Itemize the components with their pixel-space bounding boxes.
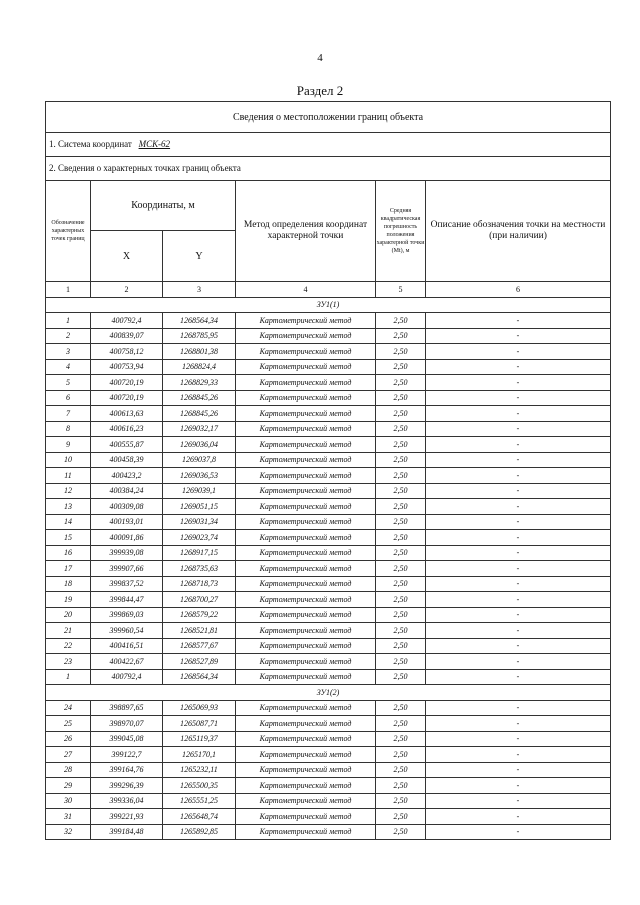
table-row bbox=[46, 778, 611, 794]
y-coordinate-cell: 1269023,74 bbox=[163, 530, 236, 546]
section-title: Раздел 2 bbox=[296, 83, 344, 98]
x-coordinate-cell: 400416,51 bbox=[91, 638, 163, 654]
table-row bbox=[46, 452, 611, 468]
point-number-cell: 29 bbox=[46, 778, 91, 794]
x-coordinate-cell: 400555,87 bbox=[91, 437, 163, 453]
method-cell: Картометрический метод bbox=[236, 623, 376, 639]
description-cell: - bbox=[426, 669, 611, 685]
table-row bbox=[46, 421, 611, 437]
x-coordinate-cell: 400839,07 bbox=[91, 328, 163, 344]
x-coordinate-cell: 400423,2 bbox=[91, 468, 163, 484]
point-number-cell: 14 bbox=[46, 514, 91, 530]
point-number-cell: 4 bbox=[46, 359, 91, 375]
table-row bbox=[46, 437, 611, 453]
y-coordinate-cell: 1268700,27 bbox=[163, 592, 236, 608]
x-coordinate-cell: 399045,08 bbox=[91, 731, 163, 747]
method-cell: Картометрический метод bbox=[236, 514, 376, 530]
point-number-cell: 1 bbox=[46, 313, 91, 329]
method-cell: Картометрический метод bbox=[236, 809, 376, 825]
y-coordinate-cell: 1268718,73 bbox=[163, 576, 236, 592]
point-number-cell: 30 bbox=[46, 793, 91, 809]
point-number-cell: 18 bbox=[46, 576, 91, 592]
table-row bbox=[46, 499, 611, 515]
y-coordinate-cell: 1268801,38 bbox=[163, 344, 236, 360]
group-row bbox=[46, 685, 611, 701]
method-cell: Картометрический метод bbox=[236, 747, 376, 763]
x-coordinate-cell: 400758,12 bbox=[91, 344, 163, 360]
table-row bbox=[46, 313, 611, 329]
y-coordinate-cell: 1269051,15 bbox=[163, 499, 236, 515]
column-number: 3 bbox=[163, 282, 236, 298]
method-cell: Картометрический метод bbox=[236, 406, 376, 422]
x-coordinate-cell: 400792,4 bbox=[91, 669, 163, 685]
y-coordinate-cell: 1268577,67 bbox=[163, 638, 236, 654]
point-number-cell: 5 bbox=[46, 375, 91, 391]
y-coordinate-cell: 1268845,26 bbox=[163, 406, 236, 422]
method-cell: Картометрический метод bbox=[236, 499, 376, 515]
x-coordinate-cell: 400613,63 bbox=[91, 406, 163, 422]
method-cell: Картометрический метод bbox=[236, 669, 376, 685]
method-cell: Картометрический метод bbox=[236, 313, 376, 329]
x-coordinate-cell: 400309,08 bbox=[91, 499, 163, 515]
description-cell: - bbox=[426, 731, 611, 747]
accuracy-cell: 2,50 bbox=[376, 545, 426, 561]
method-cell: Картометрический метод bbox=[236, 437, 376, 453]
description-cell: - bbox=[426, 359, 611, 375]
table-row bbox=[46, 390, 611, 406]
description-cell: - bbox=[426, 545, 611, 561]
point-number-cell: 21 bbox=[46, 623, 91, 639]
method-cell: Картометрический метод bbox=[236, 483, 376, 499]
header-coordinates: Координаты, м bbox=[91, 181, 236, 231]
y-coordinate-cell: 1268845,26 bbox=[163, 390, 236, 406]
point-number-cell: 12 bbox=[46, 483, 91, 499]
column-number: 6 bbox=[426, 282, 611, 298]
column-number: 1 bbox=[46, 282, 91, 298]
point-number-cell: 3 bbox=[46, 344, 91, 360]
method-cell: Картометрический метод bbox=[236, 762, 376, 778]
description-cell: - bbox=[426, 344, 611, 360]
accuracy-cell: 2,50 bbox=[376, 530, 426, 546]
header-description: Описание обозначения точки на местности (при наличии) bbox=[426, 181, 611, 282]
header-y: Y bbox=[163, 231, 236, 282]
accuracy-cell: 2,50 bbox=[376, 514, 426, 530]
description-cell: - bbox=[426, 778, 611, 794]
point-number-cell: 2 bbox=[46, 328, 91, 344]
point-number-cell: 19 bbox=[46, 592, 91, 608]
method-cell: Картометрический метод bbox=[236, 545, 376, 561]
description-cell: - bbox=[426, 499, 611, 515]
point-number-cell: 17 bbox=[46, 561, 91, 577]
x-coordinate-cell: 400616,23 bbox=[91, 421, 163, 437]
x-coordinate-cell: 398970,07 bbox=[91, 716, 163, 732]
description-cell: - bbox=[426, 483, 611, 499]
description-cell: - bbox=[426, 313, 611, 329]
table-row bbox=[46, 669, 611, 685]
header-designation: Обозначение характерных точек границ bbox=[46, 181, 91, 282]
table-row bbox=[46, 747, 611, 763]
point-number-cell: 6 bbox=[46, 390, 91, 406]
accuracy-cell: 2,50 bbox=[376, 344, 426, 360]
table-row bbox=[46, 623, 611, 639]
method-cell: Картометрический метод bbox=[236, 375, 376, 391]
column-number: 2 bbox=[91, 282, 163, 298]
table-row bbox=[46, 638, 611, 654]
column-number: 5 bbox=[376, 282, 426, 298]
point-number-cell: 31 bbox=[46, 809, 91, 825]
accuracy-cell: 2,50 bbox=[376, 452, 426, 468]
x-coordinate-cell: 399844,47 bbox=[91, 592, 163, 608]
accuracy-cell: 2,50 bbox=[376, 499, 426, 515]
y-coordinate-cell: 1268521,81 bbox=[163, 623, 236, 639]
table-row bbox=[46, 328, 611, 344]
accuracy-cell: 2,50 bbox=[376, 731, 426, 747]
x-coordinate-cell: 400720,19 bbox=[91, 375, 163, 391]
method-cell: Картометрический метод bbox=[236, 654, 376, 670]
table-row bbox=[46, 406, 611, 422]
y-coordinate-cell: 1269039,1 bbox=[163, 483, 236, 499]
accuracy-cell: 2,50 bbox=[376, 747, 426, 763]
y-coordinate-cell: 1265648,74 bbox=[163, 809, 236, 825]
point-number-cell: 26 bbox=[46, 731, 91, 747]
y-coordinate-cell: 1268579,22 bbox=[163, 607, 236, 623]
table-row bbox=[46, 530, 611, 546]
accuracy-cell: 2,50 bbox=[376, 809, 426, 825]
point-number-cell: 24 bbox=[46, 700, 91, 716]
point-number-cell: 23 bbox=[46, 654, 91, 670]
method-cell: Картометрический метод bbox=[236, 359, 376, 375]
description-cell: - bbox=[426, 654, 611, 670]
accuracy-cell: 2,50 bbox=[376, 592, 426, 608]
table-row bbox=[46, 576, 611, 592]
accuracy-cell: 2,50 bbox=[376, 824, 426, 840]
y-coordinate-cell: 1269031,34 bbox=[163, 514, 236, 530]
y-coordinate-cell: 1268829,33 bbox=[163, 375, 236, 391]
column-number: 4 bbox=[236, 282, 376, 298]
method-cell: Картометрический метод bbox=[236, 328, 376, 344]
accuracy-cell: 2,50 bbox=[376, 654, 426, 670]
accuracy-cell: 2,50 bbox=[376, 778, 426, 794]
table-row bbox=[46, 592, 611, 608]
y-coordinate-cell: 1265551,25 bbox=[163, 793, 236, 809]
method-cell: Картометрический метод bbox=[236, 530, 376, 546]
description-cell: - bbox=[426, 452, 611, 468]
point-number-cell: 22 bbox=[46, 638, 91, 654]
description-cell: - bbox=[426, 700, 611, 716]
table-row bbox=[46, 762, 611, 778]
description-cell: - bbox=[426, 328, 611, 344]
description-cell: - bbox=[426, 824, 611, 840]
table-row bbox=[46, 654, 611, 670]
accuracy-cell: 2,50 bbox=[376, 328, 426, 344]
x-coordinate-cell: 399960,54 bbox=[91, 623, 163, 639]
x-coordinate-cell: 399336,04 bbox=[91, 793, 163, 809]
point-number-cell: 15 bbox=[46, 530, 91, 546]
page-number: 4 bbox=[317, 52, 323, 64]
table-row bbox=[46, 809, 611, 825]
x-coordinate-cell: 399837,52 bbox=[91, 576, 163, 592]
description-cell: - bbox=[426, 747, 611, 763]
header-method: Метод определения координат характерной точки bbox=[236, 181, 376, 282]
accuracy-cell: 2,50 bbox=[376, 716, 426, 732]
point-number-cell: 1 bbox=[46, 669, 91, 685]
y-coordinate-cell: 1265087,71 bbox=[163, 716, 236, 732]
accuracy-cell: 2,50 bbox=[376, 468, 426, 484]
description-cell: - bbox=[426, 561, 611, 577]
y-coordinate-cell: 1268785,95 bbox=[163, 328, 236, 344]
accuracy-cell: 2,50 bbox=[376, 437, 426, 453]
method-cell: Картометрический метод bbox=[236, 576, 376, 592]
x-coordinate-cell: 398897,65 bbox=[91, 700, 163, 716]
x-coordinate-cell: 399184,48 bbox=[91, 824, 163, 840]
description-cell: - bbox=[426, 793, 611, 809]
method-cell: Картометрический метод bbox=[236, 390, 376, 406]
x-coordinate-cell: 399221,93 bbox=[91, 809, 163, 825]
point-number-cell: 25 bbox=[46, 716, 91, 732]
method-cell: Картометрический метод bbox=[236, 716, 376, 732]
accuracy-cell: 2,50 bbox=[376, 359, 426, 375]
description-cell: - bbox=[426, 809, 611, 825]
table-row bbox=[46, 793, 611, 809]
header-accuracy: Средняя квадратическая погрешность положения характерной точки (Mt), м bbox=[376, 181, 426, 282]
coord-system-label: 1. Система координат bbox=[49, 139, 132, 149]
accuracy-cell: 2,50 bbox=[376, 406, 426, 422]
method-cell: Картометрический метод bbox=[236, 638, 376, 654]
y-coordinate-cell: 1265119,37 bbox=[163, 731, 236, 747]
method-cell: Картометрический метод bbox=[236, 607, 376, 623]
x-coordinate-cell: 399296,39 bbox=[91, 778, 163, 794]
x-coordinate-cell: 400091,86 bbox=[91, 530, 163, 546]
table-row bbox=[46, 375, 611, 391]
y-coordinate-cell: 1265500,35 bbox=[163, 778, 236, 794]
method-cell: Картометрический метод bbox=[236, 592, 376, 608]
accuracy-cell: 2,50 bbox=[376, 700, 426, 716]
y-coordinate-cell: 1269037,8 bbox=[163, 452, 236, 468]
description-cell: - bbox=[426, 530, 611, 546]
accuracy-cell: 2,50 bbox=[376, 483, 426, 499]
method-cell: Картометрический метод bbox=[236, 824, 376, 840]
accuracy-cell: 2,50 bbox=[376, 638, 426, 654]
description-cell: - bbox=[426, 607, 611, 623]
description-cell: - bbox=[426, 514, 611, 530]
method-cell: Картометрический метод bbox=[236, 468, 376, 484]
coord-system-row bbox=[46, 133, 611, 157]
accuracy-cell: 2,50 bbox=[376, 669, 426, 685]
accuracy-cell: 2,50 bbox=[376, 390, 426, 406]
x-coordinate-cell: 400720,19 bbox=[91, 390, 163, 406]
description-cell: - bbox=[426, 468, 611, 484]
method-cell: Картометрический метод bbox=[236, 778, 376, 794]
method-cell: Картометрический метод bbox=[236, 700, 376, 716]
table-row bbox=[46, 607, 611, 623]
method-cell: Картометрический метод bbox=[236, 793, 376, 809]
x-coordinate-cell: 400753,94 bbox=[91, 359, 163, 375]
x-coordinate-cell: 399939,08 bbox=[91, 545, 163, 561]
x-coordinate-cell: 399907,66 bbox=[91, 561, 163, 577]
method-cell: Картометрический метод bbox=[236, 421, 376, 437]
method-cell: Картометрический метод bbox=[236, 452, 376, 468]
point-number-cell: 8 bbox=[46, 421, 91, 437]
point-number-cell: 11 bbox=[46, 468, 91, 484]
y-coordinate-cell: 1268564,34 bbox=[163, 669, 236, 685]
x-coordinate-cell: 400792,4 bbox=[91, 313, 163, 329]
table-title: Сведения о местоположении границ объекта bbox=[46, 102, 611, 133]
y-coordinate-cell: 1265892,85 bbox=[163, 824, 236, 840]
x-coordinate-cell: 399869,03 bbox=[91, 607, 163, 623]
point-number-cell: 32 bbox=[46, 824, 91, 840]
method-cell: Картометрический метод bbox=[236, 344, 376, 360]
y-coordinate-cell: 1268735,63 bbox=[163, 561, 236, 577]
description-cell: - bbox=[426, 406, 611, 422]
description-cell: - bbox=[426, 716, 611, 732]
group-row bbox=[46, 297, 611, 313]
y-coordinate-cell: 1268527,89 bbox=[163, 654, 236, 670]
x-coordinate-cell: 400193,01 bbox=[91, 514, 163, 530]
x-coordinate-cell: 399164,76 bbox=[91, 762, 163, 778]
group-label: ЗУ1(1) bbox=[46, 297, 611, 313]
table-row bbox=[46, 468, 611, 484]
description-cell: - bbox=[426, 375, 611, 391]
table-row bbox=[46, 483, 611, 499]
accuracy-cell: 2,50 bbox=[376, 561, 426, 577]
x-coordinate-cell: 399122,7 bbox=[91, 747, 163, 763]
accuracy-cell: 2,50 bbox=[376, 421, 426, 437]
y-coordinate-cell: 1265069,93 bbox=[163, 700, 236, 716]
table-row bbox=[46, 545, 611, 561]
accuracy-cell: 2,50 bbox=[376, 313, 426, 329]
y-coordinate-cell: 1265170,1 bbox=[163, 747, 236, 763]
description-cell: - bbox=[426, 421, 611, 437]
description-cell: - bbox=[426, 437, 611, 453]
point-number-cell: 28 bbox=[46, 762, 91, 778]
y-coordinate-cell: 1268917,15 bbox=[163, 545, 236, 561]
description-cell: - bbox=[426, 592, 611, 608]
x-coordinate-cell: 400458,39 bbox=[91, 452, 163, 468]
table-row bbox=[46, 344, 611, 360]
y-coordinate-cell: 1269032,17 bbox=[163, 421, 236, 437]
table-row bbox=[46, 716, 611, 732]
accuracy-cell: 2,50 bbox=[376, 607, 426, 623]
y-coordinate-cell: 1268564,34 bbox=[163, 313, 236, 329]
accuracy-cell: 2,50 bbox=[376, 375, 426, 391]
x-coordinate-cell: 400422,67 bbox=[91, 654, 163, 670]
point-number-cell: 7 bbox=[46, 406, 91, 422]
table-row bbox=[46, 731, 611, 747]
table-row bbox=[46, 700, 611, 716]
points-title: 2. Сведения о характерных точках границ объекта bbox=[46, 157, 611, 181]
coord-system-value: МСК-62 bbox=[138, 139, 171, 149]
point-number-cell: 27 bbox=[46, 747, 91, 763]
description-cell: - bbox=[426, 390, 611, 406]
point-number-cell: 10 bbox=[46, 452, 91, 468]
method-cell: Картометрический метод bbox=[236, 731, 376, 747]
accuracy-cell: 2,50 bbox=[376, 623, 426, 639]
boundary-table bbox=[45, 101, 611, 840]
table-row bbox=[46, 561, 611, 577]
description-cell: - bbox=[426, 623, 611, 639]
x-coordinate-cell: 400384,24 bbox=[91, 483, 163, 499]
table-row bbox=[46, 359, 611, 375]
column-number-row bbox=[46, 282, 611, 298]
point-number-cell: 20 bbox=[46, 607, 91, 623]
method-cell: Картометрический метод bbox=[236, 561, 376, 577]
point-number-cell: 13 bbox=[46, 499, 91, 515]
accuracy-cell: 2,50 bbox=[376, 793, 426, 809]
point-number-cell: 9 bbox=[46, 437, 91, 453]
group-label: ЗУ1(2) bbox=[46, 685, 611, 701]
description-cell: - bbox=[426, 638, 611, 654]
accuracy-cell: 2,50 bbox=[376, 762, 426, 778]
y-coordinate-cell: 1269036,04 bbox=[163, 437, 236, 453]
accuracy-cell: 2,50 bbox=[376, 576, 426, 592]
y-coordinate-cell: 1265232,11 bbox=[163, 762, 236, 778]
y-coordinate-cell: 1268824,4 bbox=[163, 359, 236, 375]
description-cell: - bbox=[426, 762, 611, 778]
description-cell: - bbox=[426, 576, 611, 592]
point-number-cell: 16 bbox=[46, 545, 91, 561]
table-row bbox=[46, 514, 611, 530]
header-x: X bbox=[91, 231, 163, 282]
y-coordinate-cell: 1269036,53 bbox=[163, 468, 236, 484]
table-row bbox=[46, 824, 611, 840]
